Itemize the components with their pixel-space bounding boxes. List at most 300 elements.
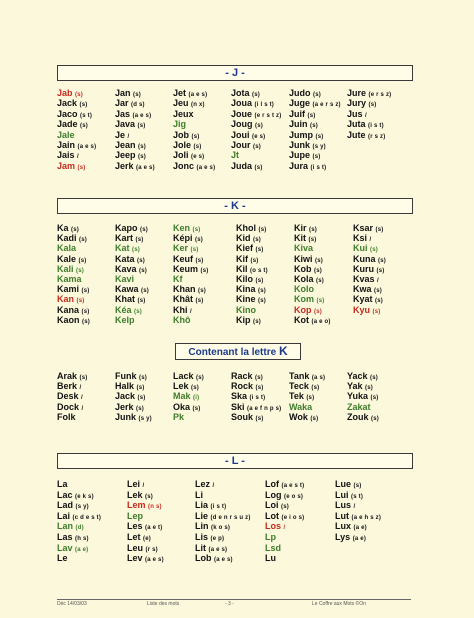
word: Lui (335, 489, 349, 500)
word-entry (173, 161, 215, 171)
word: Kama (57, 273, 82, 284)
word-suffixes: (s) (195, 237, 203, 244)
word-suffixes: (a e o) (311, 318, 331, 325)
word-suffixes: (s) (375, 298, 383, 305)
word-suffixes: (s) (372, 308, 381, 315)
word-suffixes: / (77, 154, 79, 161)
word: Ka (57, 223, 69, 233)
word: Kat (115, 243, 130, 254)
word: Jury (347, 98, 367, 109)
word: Lek (173, 381, 189, 392)
word-suffixes: (s) (312, 154, 321, 161)
word: Jour (231, 139, 251, 150)
word-suffixes: (s) (82, 318, 90, 325)
word: Kf (173, 273, 183, 284)
word-entry (115, 371, 152, 381)
word-suffixes: (e k s) (75, 493, 94, 500)
j-column (115, 88, 155, 171)
word-suffixes: (e p) (210, 535, 225, 542)
word-suffixes: (s) (255, 123, 263, 130)
word: Juta (347, 119, 366, 130)
word: Joue (231, 108, 253, 119)
word: Folk (57, 411, 76, 422)
word-entry (173, 294, 208, 304)
word-suffixes: (s) (255, 375, 263, 381)
word: Joui (231, 129, 250, 140)
word: Lut (335, 510, 349, 521)
word-suffixes: (s) (370, 247, 378, 254)
word: Junk (115, 411, 137, 422)
word-suffixes: (s) (316, 298, 325, 305)
word-suffixes: (c d e s t) (72, 514, 102, 521)
word: Kif (236, 253, 248, 264)
word-suffixes: (s) (254, 164, 263, 171)
word-entry (57, 254, 90, 264)
word: Kuna (353, 253, 376, 264)
word: Jet (173, 88, 187, 98)
word-suffixes: (s) (314, 267, 322, 274)
word-suffixes: (s) (191, 385, 199, 392)
word-entry (335, 490, 381, 501)
word-entry (173, 109, 215, 119)
word-entry (115, 274, 149, 284)
word-entry (57, 305, 90, 315)
word: Kavi (115, 273, 135, 284)
word-suffixes: (s) (310, 123, 318, 130)
word-entry (57, 161, 96, 171)
word-entry (294, 315, 331, 325)
word-entry (173, 88, 215, 98)
word: Dock (57, 401, 80, 412)
word: Junk (289, 139, 311, 150)
word: Teck (289, 381, 309, 392)
word-suffixes: (d e n r s u z) (210, 514, 251, 521)
word: Lsd (265, 542, 282, 553)
word-entry (289, 150, 341, 160)
word-entry (265, 479, 304, 490)
word-suffixes: (s t) (351, 493, 364, 500)
word-entry (57, 532, 101, 543)
word-suffixes: (a s) (311, 375, 326, 381)
word-entry (115, 130, 155, 140)
word-suffixes: / (212, 483, 215, 489)
word: Kui (353, 243, 368, 254)
word: Khol (236, 223, 256, 233)
word-entry (115, 264, 149, 274)
word-suffixes: / (142, 483, 145, 489)
word-suffixes: (s) (71, 227, 79, 233)
contain-header-letter: K (278, 344, 288, 358)
word-suffixes: (s) (258, 227, 267, 233)
word-suffixes: (n s) (148, 504, 162, 511)
word-suffixes: (s) (252, 92, 260, 98)
word: Kyu (353, 304, 371, 315)
word-suffixes: (s) (258, 298, 266, 305)
word-suffixes: (s) (192, 227, 201, 233)
word-entry (173, 130, 215, 140)
word-entry (289, 130, 341, 140)
word-entry (265, 521, 304, 532)
l-column (57, 479, 101, 564)
word-suffixes: / (79, 385, 82, 392)
word-suffixes: (d s) (131, 102, 145, 109)
word: Kadi (57, 233, 77, 244)
word-entry (231, 161, 281, 171)
word-entry (347, 371, 379, 381)
word-suffixes: (i l s t) (254, 102, 274, 109)
word-suffixes: (e o s) (284, 493, 304, 500)
contain-column (289, 371, 325, 422)
word-entry (335, 479, 381, 490)
word: Kil (236, 263, 248, 274)
word-suffixes: (s) (255, 247, 264, 254)
word: Jean (115, 139, 136, 150)
word-entry (195, 479, 251, 490)
word-suffixes: (s) (253, 237, 261, 244)
word-suffixes: (e s) (252, 133, 266, 140)
word: Kina (236, 284, 256, 295)
word-entry (173, 371, 204, 381)
word-suffixes: (s) (137, 123, 146, 130)
word-entry (195, 511, 251, 522)
word-suffixes: / (190, 308, 192, 315)
word-entry (231, 109, 281, 119)
word: Khi (173, 304, 188, 315)
word: Lit (195, 542, 206, 553)
j-column (289, 88, 341, 171)
word: Je (115, 129, 126, 140)
word-suffixes: (s) (136, 405, 144, 412)
word: Ksar (353, 223, 374, 233)
word: Kola (294, 273, 314, 284)
word: Jam (57, 160, 76, 171)
word-entry (294, 284, 331, 294)
word-entry (236, 305, 268, 315)
j-column (231, 88, 281, 171)
word-entry (57, 381, 87, 391)
word-entry (236, 223, 268, 233)
word-entry (57, 223, 90, 233)
word: Juin (289, 119, 308, 130)
word: Kaon (57, 314, 80, 325)
word: Lu (265, 553, 276, 564)
word: Lack (173, 371, 194, 381)
word: Halk (115, 381, 135, 392)
word-entry (173, 412, 204, 422)
word-entry (294, 294, 331, 304)
word-suffixes: (s) (376, 267, 385, 274)
word: Jerk (115, 401, 134, 412)
word: Jole (173, 139, 192, 150)
word: Jus (347, 108, 363, 119)
word: Desk (57, 391, 79, 402)
word: Log (265, 489, 282, 500)
word-entry (265, 543, 304, 554)
word-suffixes: (e) (143, 535, 151, 542)
word: Lav (57, 542, 73, 553)
word-suffixes: (s) (80, 123, 88, 130)
word-entry (57, 511, 101, 522)
word: Ska (231, 391, 248, 402)
word-suffixes: / (369, 237, 372, 244)
word-suffixes: (s) (132, 247, 140, 254)
word-suffixes: (a e s) (196, 164, 216, 171)
word-entry (173, 305, 208, 315)
word-entry (335, 532, 381, 543)
word-entry (236, 264, 268, 274)
word: Lac (57, 489, 73, 500)
word-entry (347, 381, 379, 391)
word-entry (173, 315, 208, 325)
j-column (347, 88, 391, 140)
word: Jonc (173, 160, 195, 171)
word: Jure (347, 88, 367, 98)
k-column (57, 223, 90, 325)
word-entry (347, 109, 391, 119)
word: Kata (115, 253, 135, 264)
word-entry (173, 119, 215, 129)
j-column (57, 88, 96, 171)
word-suffixes: (s) (135, 237, 144, 244)
word: Souk (231, 411, 254, 422)
word-entry (289, 98, 341, 108)
word-entry (115, 88, 155, 98)
word-suffixes: / (127, 133, 130, 140)
word: Kelp (115, 314, 135, 325)
word: Lue (335, 479, 352, 489)
word-entry (347, 130, 391, 140)
word-entry (294, 264, 331, 274)
word-suffixes: (s) (190, 247, 199, 254)
word-entry (127, 511, 164, 522)
word: Joua (231, 98, 253, 109)
word-entry (173, 98, 215, 108)
word: Lan (57, 521, 74, 532)
word-entry (347, 88, 391, 98)
word-entry (231, 119, 281, 129)
word-suffixes: (s) (308, 237, 317, 244)
word: Kart (115, 233, 134, 244)
word-entry (173, 243, 208, 253)
word: Kami (57, 284, 80, 295)
word-entry (57, 479, 101, 490)
word-suffixes: (s y) (138, 415, 152, 422)
word-entry (57, 274, 90, 284)
word-suffixes: (s) (141, 288, 149, 295)
word-suffixes: (s) (250, 257, 259, 264)
word-entry (236, 243, 268, 253)
word: Zakat (347, 401, 371, 412)
word-entry (353, 284, 386, 294)
word-entry (353, 274, 386, 284)
word-entry (265, 490, 304, 501)
word-entry (57, 543, 101, 554)
word: Java (115, 119, 136, 130)
word-entry (294, 223, 331, 233)
word: Jain (57, 139, 76, 150)
word-suffixes: (s) (138, 143, 146, 150)
word-suffixes: (s) (253, 143, 261, 150)
section-header-contain (175, 343, 301, 360)
word-suffixes: (s) (139, 267, 147, 274)
word: Ker (173, 243, 189, 254)
word-suffixes: (s) (310, 415, 319, 422)
word-entry (57, 119, 96, 129)
word-entry (115, 223, 149, 233)
word-entry (115, 150, 155, 160)
word-suffixes: (s) (196, 375, 204, 381)
l-column (265, 479, 304, 564)
word: Jt (231, 150, 240, 161)
word: Kid (236, 233, 251, 244)
word-suffixes: (s) (140, 227, 148, 233)
word: Kit (294, 233, 306, 244)
word-suffixes: (a e) (352, 535, 367, 542)
word-entry (127, 500, 164, 511)
word: Jig (173, 119, 187, 130)
word-suffixes: (s) (79, 375, 88, 381)
word-entry (115, 402, 152, 412)
word-entry (265, 553, 304, 564)
word-entry (115, 243, 149, 253)
word-entry (173, 254, 208, 264)
word-entry (57, 109, 96, 119)
word: Yak (347, 381, 363, 392)
word-suffixes: / (377, 277, 379, 284)
word: Jeep (115, 150, 136, 161)
word-entry (265, 511, 304, 522)
word-suffixes: (a e s) (208, 546, 228, 553)
word: Arak (57, 371, 78, 381)
word: Kob (294, 263, 312, 274)
word: Loi (265, 500, 279, 511)
word: Las (57, 531, 73, 542)
word-entry (57, 233, 90, 243)
word-suffixes: (s) (79, 102, 88, 109)
word: Kyat (353, 294, 373, 305)
word-entry (294, 305, 331, 315)
word-entry (127, 532, 164, 543)
word: Ski (231, 401, 245, 412)
word-entry (236, 233, 268, 243)
word-entry (57, 294, 90, 304)
word-entry (57, 521, 101, 532)
word-suffixes: (s) (195, 298, 204, 305)
word: Lep (127, 510, 144, 521)
footer-title: Liste des mots (147, 601, 180, 606)
word-suffixes: (a e f n p s) (247, 405, 282, 412)
word-entry (289, 391, 325, 401)
word-entry (57, 490, 101, 501)
word: Khan (173, 284, 196, 295)
word-entry (353, 243, 386, 253)
word: Képi (173, 233, 193, 244)
section-header-k: - K - (57, 198, 413, 214)
word-suffixes: (a e h s z) (351, 514, 382, 521)
word-suffixes: / (365, 112, 367, 119)
word-entry (173, 402, 204, 412)
word-entry (173, 381, 204, 391)
word-entry (195, 543, 251, 554)
word-entry (115, 98, 155, 108)
word-entry (173, 264, 208, 274)
word-entry (195, 521, 251, 532)
word: Lev (127, 553, 143, 564)
word-entry (195, 553, 251, 564)
k-column (236, 223, 268, 325)
word: Jas (115, 108, 131, 119)
k-column (115, 223, 149, 325)
word: Jack (115, 391, 136, 402)
word-suffixes: (e s) (191, 154, 205, 161)
word: Lob (195, 553, 212, 564)
word-suffixes: (s y) (312, 143, 326, 150)
word-entry (294, 254, 331, 264)
word: Juge (289, 98, 311, 109)
word-entry (347, 402, 379, 412)
word: Waka (289, 401, 313, 412)
word-suffixes: (s) (370, 375, 378, 381)
word-suffixes: (a e s) (214, 557, 233, 564)
word-suffixes: (s) (313, 92, 321, 98)
k-column (173, 223, 208, 325)
word: Mak (173, 391, 191, 402)
word: Job (173, 129, 190, 140)
word: Kiva (294, 243, 314, 254)
word-suffixes: (e r s z) (368, 92, 392, 98)
word-entry (231, 371, 281, 381)
word-suffixes: (s) (136, 385, 145, 392)
contain-column (173, 371, 204, 422)
word-entry (231, 150, 281, 160)
word-entry (294, 243, 331, 253)
word: Ksi (353, 233, 368, 244)
j-column (173, 88, 215, 171)
word: Lin (195, 521, 209, 532)
word-entry (57, 315, 90, 325)
word: Kir (294, 223, 307, 233)
word-entry (347, 391, 379, 401)
word-suffixes: (a e s t) (281, 483, 305, 489)
word-suffixes: (s) (307, 112, 316, 119)
word: Kali (57, 263, 74, 274)
word: Les (127, 521, 143, 532)
word-suffixes: (s) (198, 288, 206, 295)
word-suffixes: (s) (255, 385, 264, 392)
word-suffixes: / (81, 405, 84, 412)
word: Jota (231, 88, 250, 98)
word-entry (231, 98, 281, 108)
word-entry (335, 511, 381, 522)
word-entry (294, 233, 331, 243)
word-suffixes: (s) (365, 385, 373, 392)
word: Joug (231, 119, 253, 130)
word: Lp (265, 531, 276, 542)
word-entry (57, 553, 101, 564)
word: Kief (236, 243, 254, 254)
section-header-j: - J - (57, 65, 413, 81)
word: Let (127, 531, 141, 542)
word-entry (57, 150, 96, 160)
word-entry (115, 161, 155, 171)
word: Jar (115, 98, 129, 109)
word-suffixes: (a e t) (145, 525, 163, 532)
word-entry (127, 543, 164, 554)
word: Kwa (353, 284, 372, 295)
word: Kot (294, 314, 309, 325)
word: Lia (195, 500, 209, 511)
page-footer (57, 599, 411, 606)
